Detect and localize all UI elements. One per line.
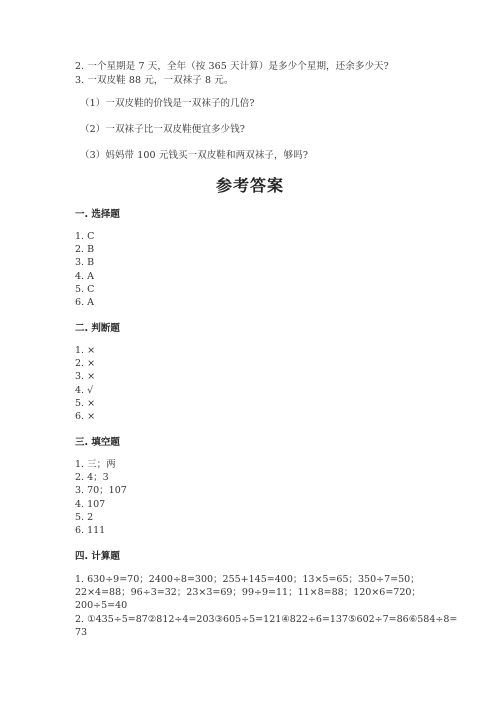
section-heading-judge: 二. 判断题 [75,323,120,334]
question-3-part-3: （3）妈妈带 100 元钱买一双皮鞋和两双袜子，够吗? [80,150,309,161]
list-item: 5. C [75,283,95,295]
section-heading-calc: 四. 计算题 [75,551,120,562]
calc-answer-list [75,573,457,639]
list-item: 2. 4；3 [75,472,109,484]
question-3-part-2: （2）一双袜子比一双皮鞋便宜多少钱? [80,124,245,135]
list-item: 6. 111 [75,525,106,537]
list-item: 5. × [75,397,96,409]
list-item: 4. A [75,270,94,282]
list-item: 1. × [75,345,96,356]
list-item: 1. 630÷9=70；2400÷8=300；255+145=400；13×5=65；350÷7=50； [75,574,420,585]
list-item: 2. B [75,244,95,256]
judge-answer-list [75,344,95,423]
section-heading-fill: 三. 填空题 [75,437,120,448]
fill-answer-list [75,458,127,537]
question-3-part-1: （1）一双皮鞋的价钱是一双袜子的几倍? [80,98,255,109]
section-heading-choice: 一. 选择题 [75,209,120,220]
choice-answer-list [75,230,94,309]
list-item: 1. 三；两 [75,459,116,470]
list-item: 2. × [75,358,96,370]
list-item: 3. × [75,371,96,383]
list-item: 73 [75,626,88,638]
list-item: 200÷5=40 [75,600,128,612]
list-item: 6. A [75,297,94,309]
list-item: 3. B [75,257,95,269]
list-item: 6. × [75,411,96,423]
list-item: 4. √ [75,384,94,396]
list-item: 5. 2 [75,511,94,523]
answer-title: 参考答案 [215,176,284,195]
question-3: 3. 一双皮鞋 88 元，一双袜子 8 元。 [75,75,234,86]
list-item: 2. ①435÷5=87②812÷4=203③605÷5=121④822÷6=137⑤602÷7=86⑥584÷8= [75,613,458,625]
list-item: 4. 107 [75,498,106,510]
list-item: 22×4=88；96÷3=32；23×3=69；99÷9=11；11×8=88；120×6=720； [75,587,421,599]
list-item: 3. 70；107 [75,485,127,497]
list-item: 1. C [75,231,95,242]
question-2: 2. 一个星期是 7 天，全年（按 365 天计算）是多少个星期，还余多少天? [75,61,389,72]
